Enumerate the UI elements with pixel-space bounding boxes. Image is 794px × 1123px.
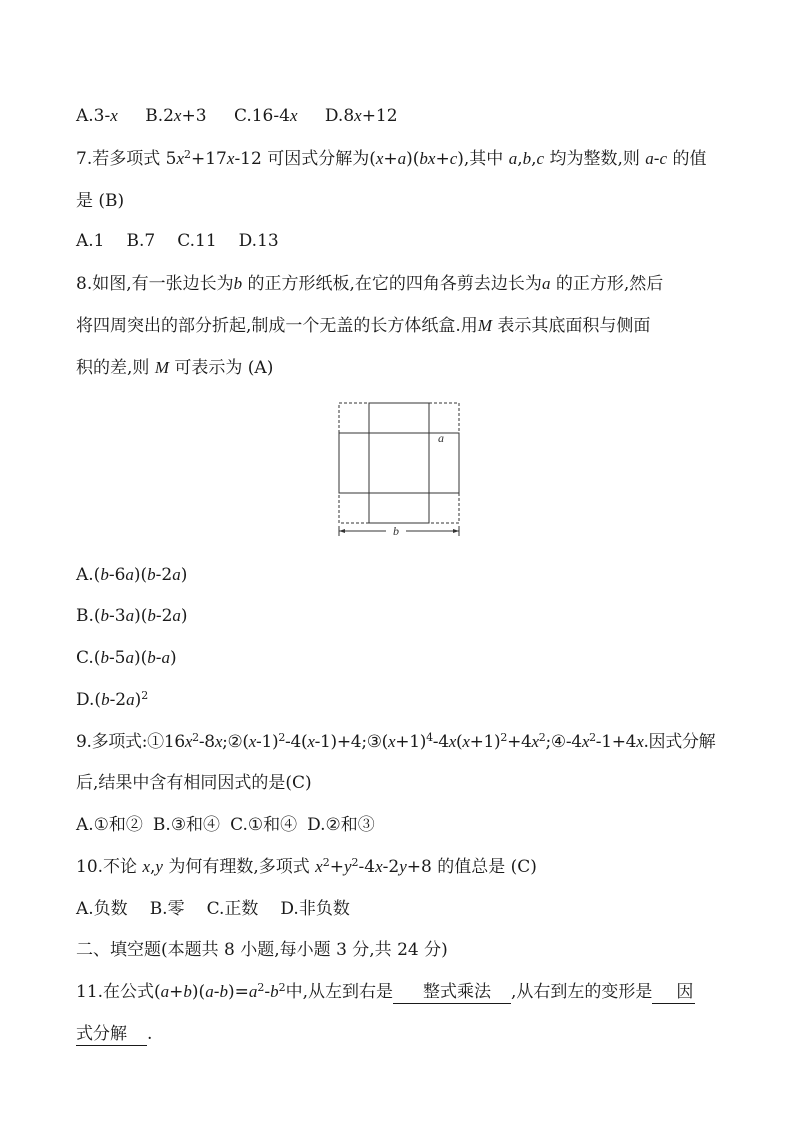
answer-blank-1[interactable]: 整式乘法 [393, 981, 511, 1004]
label-a: a [438, 431, 444, 445]
q9-stem-line1: 9.多项式$:①16x^2-8x;②(x-1)^2-4(x-1)+4;③(x+1)^4-4x(x+1)^2+4x^2;④-4x^2-1+4x$.因式分解 [76, 731, 716, 752]
q6-options: A.3-x B.2x+3 C.16-4x D.8x+12 [76, 106, 398, 126]
q8-stem-line2: 将四周突出的部分折起,制成一个无盖的长方体纸盒.用M 表示其底面积与侧面 [76, 316, 651, 336]
q9-stem-line2: 后,结果中含有相同因式的是(C) [76, 773, 312, 793]
q7-options: A.1 B.7 C.11 D.13 [76, 231, 279, 251]
q8-stem-line1: 8.如图,有一张边长为b 的正方形纸板,在它的四角各剪去边长为a 的正方形,然后 [76, 274, 664, 294]
q9-options: A.①和② B.③和④ C.①和④ D.②和③ [76, 815, 375, 835]
q8-stem-line3: 积的差,则 M 可表示为 (A) [76, 358, 274, 378]
arrow-left-icon [339, 529, 345, 533]
label-b: b [393, 524, 399, 538]
q8-option-c: C.(b-5a)(b-a) [76, 648, 177, 668]
base-square [369, 403, 429, 523]
answer-blank-2-cont[interactable]: 式分解 [76, 1023, 147, 1046]
q8-option-b: B.(b-3a)(b-2a) [76, 606, 188, 626]
arrow-right-icon [453, 529, 459, 533]
q8-figure [332, 398, 464, 542]
outer-square-dashed [339, 403, 459, 523]
q7-stem-line2: 是 (B) [76, 191, 125, 211]
q10-stem: 10.不论 x,y 为何有理数,多项式 $x^2+y^2-4x-2y+8$ 的值总是 (C) [76, 856, 537, 877]
q11-line1: 11.在公式$(a+b)(a-b)=a^2-b^2$中,从左到右是 整式乘法 ,从右到左的变形是 因 [76, 981, 694, 1002]
q7-stem-line1: 7.若多项式 $5x^2+17x-12$ 可因式分解为(x+a)(bx+c),其中 a,b,c 均为整数,则 a-c 的值 [76, 148, 707, 169]
q8-option-a: A.(b-6a)(b-2a) [76, 565, 188, 585]
q11-line2: 式分解 . [76, 1024, 153, 1044]
q10-options: A.负数 B.零 C.正数 D.非负数 [76, 899, 350, 919]
answer-blank-2[interactable]: 因 [652, 981, 695, 1004]
section-title: 二、填空题(本题共 8 小题,每小题 3 分,共 24 分) [76, 940, 448, 960]
q8-option-d: $D.(b-2a)^2$ [76, 689, 149, 710]
